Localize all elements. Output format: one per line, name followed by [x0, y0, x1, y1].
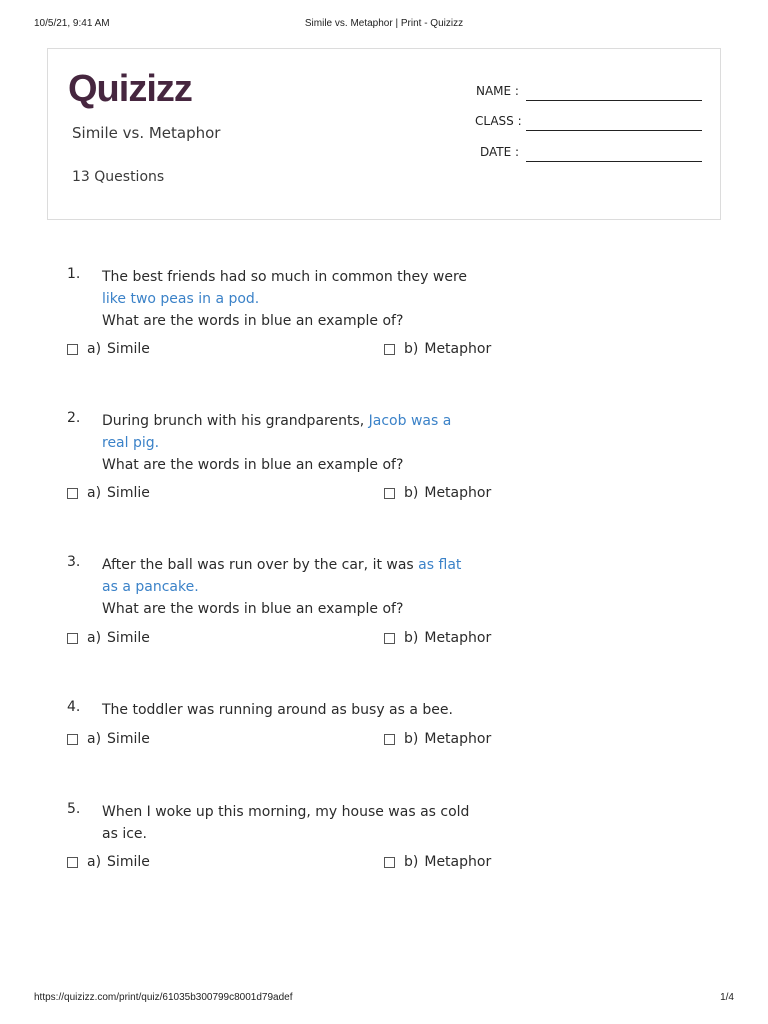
option-letter: a): [87, 731, 102, 747]
option-b[interactable]: [384, 340, 491, 358]
option-b[interactable]: [384, 629, 491, 647]
name-label: NAME :: [476, 84, 519, 98]
question-stem: The best friends had so much in common they were: [102, 269, 468, 285]
checkbox[interactable]: [67, 488, 78, 499]
print-url: https://quizizz.com/print/quiz/61035b300799c8001d79adef: [34, 992, 293, 1003]
print-header: [34, 18, 734, 32]
option-a[interactable]: [67, 340, 150, 358]
question-prompt: What are the words in blue an example of?: [102, 457, 404, 473]
option-label: Simile: [107, 341, 150, 357]
question-number: 3.: [67, 554, 81, 570]
highlighted-phrase: Jacob was a real pig.: [102, 413, 452, 451]
option-label: Metaphor: [424, 731, 492, 747]
question-prompt: What are the words in blue an example of?: [102, 313, 404, 329]
question-text: [102, 801, 472, 845]
option-label: Metaphor: [424, 341, 492, 357]
class-line: [526, 130, 702, 131]
date-line: [526, 161, 702, 162]
option-label: Metaphor: [424, 630, 492, 646]
option-label: Simile: [107, 854, 150, 870]
question-stem: After the ball was run over by the car, it was: [102, 557, 419, 573]
highlighted-phrase: as flat as a pancake.: [102, 557, 462, 595]
question-text: [102, 266, 472, 332]
option-letter: b): [404, 485, 419, 501]
option-a[interactable]: [67, 730, 150, 748]
checkbox[interactable]: [67, 633, 78, 644]
option-label: Simlie: [107, 485, 150, 501]
option-a[interactable]: [67, 629, 150, 647]
option-letter: a): [87, 341, 102, 357]
option-letter: a): [87, 854, 102, 870]
logo-wordmark: Quizizz: [68, 69, 192, 109]
checkbox[interactable]: [384, 734, 395, 745]
option-letter: b): [404, 731, 419, 747]
option-label: Metaphor: [424, 485, 492, 501]
question-text: [102, 554, 472, 620]
question-count: 13 Questions: [72, 169, 165, 185]
class-label: CLASS :: [475, 114, 522, 128]
question-number: 5.: [67, 801, 81, 817]
question-stem: During brunch with his grandparents,: [102, 413, 369, 429]
option-a[interactable]: [67, 484, 150, 502]
quizizz-logo: [68, 69, 204, 109]
page-number: 1/4: [720, 992, 734, 1003]
checkbox[interactable]: [384, 633, 395, 644]
question-text: [102, 699, 472, 721]
print-datetime: 10/5/21, 9:41 AM: [34, 18, 110, 29]
option-letter: a): [87, 485, 102, 501]
option-letter: a): [87, 630, 102, 646]
option-letter: b): [404, 630, 419, 646]
option-letter: b): [404, 341, 419, 357]
option-b[interactable]: [384, 484, 491, 502]
print-footer: [34, 992, 734, 1006]
checkbox[interactable]: [384, 344, 395, 355]
option-b[interactable]: [384, 853, 491, 871]
checkbox[interactable]: [384, 857, 395, 868]
option-label: Metaphor: [424, 854, 492, 870]
checkbox[interactable]: [384, 488, 395, 499]
class-field[interactable]: [448, 114, 708, 134]
option-a[interactable]: [67, 853, 150, 871]
checkbox[interactable]: [67, 344, 78, 355]
quiz-header-box: [47, 48, 721, 220]
question-number: 4.: [67, 699, 81, 715]
question-prompt: What are the words in blue an example of?: [102, 601, 404, 617]
question-number: 2.: [67, 410, 81, 426]
checkbox[interactable]: [67, 857, 78, 868]
question-stem: When I woke up this morning, my house was as cold as ice.: [102, 804, 470, 842]
date-field[interactable]: [448, 145, 708, 165]
option-b[interactable]: [384, 730, 491, 748]
option-label: Simile: [107, 630, 150, 646]
name-field[interactable]: [448, 84, 708, 104]
question-text: [102, 410, 472, 476]
checkbox[interactable]: [67, 734, 78, 745]
highlighted-phrase: like two peas in a pod.: [102, 291, 260, 307]
date-label: DATE :: [480, 145, 520, 159]
option-label: Simile: [107, 731, 150, 747]
question-stem: The toddler was running around as busy as a bee.: [102, 702, 453, 718]
name-line: [526, 100, 702, 101]
print-tab-title: Simile vs. Metaphor | Print - Quizizz: [304, 18, 464, 29]
question-number: 1.: [67, 266, 81, 282]
option-letter: b): [404, 854, 419, 870]
quiz-title: Simile vs. Metaphor: [72, 124, 221, 142]
